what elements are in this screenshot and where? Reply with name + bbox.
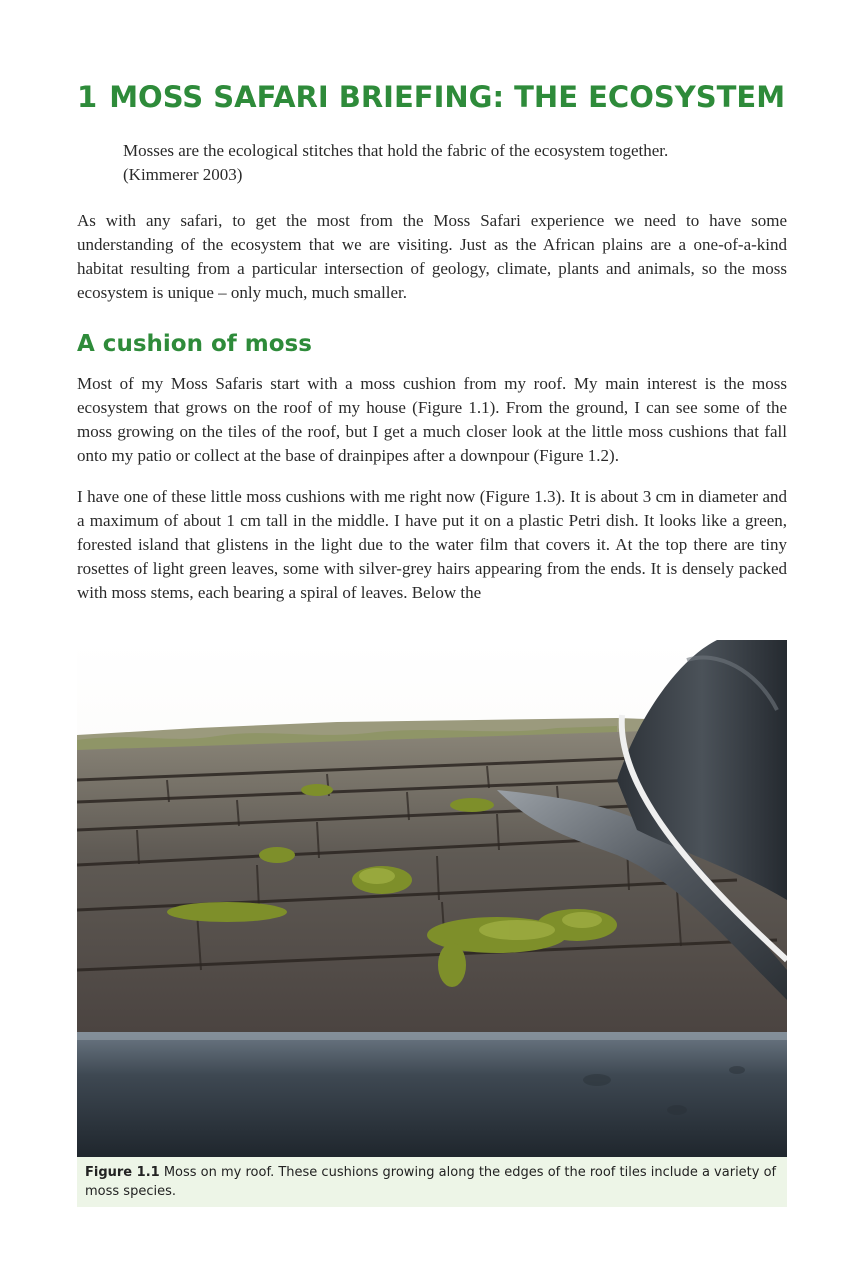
intro-paragraph: As with any safari, to get the most from the Moss Safari experience we need to have some understanding of the ecosystem that we are visiting. Just as the African plains are a one-of-a-kind habitat resulting from a particular intersection of geology, climate, plants and animals, so the moss ecosystem is unique – only much, much smaller.	[77, 211, 787, 302]
epigraph-citation: (Kimmerer 2003)	[123, 165, 243, 184]
figure-caption	[77, 1157, 787, 1207]
figure-roof-photo	[77, 640, 787, 1157]
epigraph	[123, 139, 783, 187]
roof-moss-illustration	[77, 640, 787, 1157]
epigraph-quote: Mosses are the ecological stitches that hold the fabric of the ecosystem together.	[123, 141, 669, 160]
figure-label: Figure 1.1	[85, 1165, 160, 1180]
body-paragraph-2: I have one of these little moss cushions with me right now (Figure 1.3). It is about 3 cm in diameter and a maximum of about 1 cm tall in the middle. I have put it on a plastic Petri dish. It looks like a green, forested island that glistens in the light due to the water film that covers it. At the top there are tiny rosettes of light green leaves, some with silver-grey hairs appearing from the ends. It is densely packed with moss stems, each bearing a spiral of leaves. Below the	[77, 487, 787, 602]
body-paragraph-1: Most of my Moss Safaris start with a moss cushion from my roof. My main interest is the moss ecosystem that grows on the roof of my house (Figure 1.1). From the ground, I can see some of the moss growing on the tiles of the roof, but I get a much closer look at the little moss cushions that fall onto my patio or collect at the base of drainpipes after a downpour (Figure 1.2).	[77, 374, 787, 465]
chapter-title-text: MOSS SAFARI BRIEFING: THE ECOSYSTEM	[109, 80, 786, 114]
chapter-number: 1	[77, 80, 98, 114]
chapter-title	[77, 80, 797, 114]
figure-caption-text: Moss on my roof. These cushions growing along the edges of the roof tiles include a variety of moss species.	[85, 1165, 777, 1199]
section-heading: A cushion of moss	[77, 331, 312, 357]
